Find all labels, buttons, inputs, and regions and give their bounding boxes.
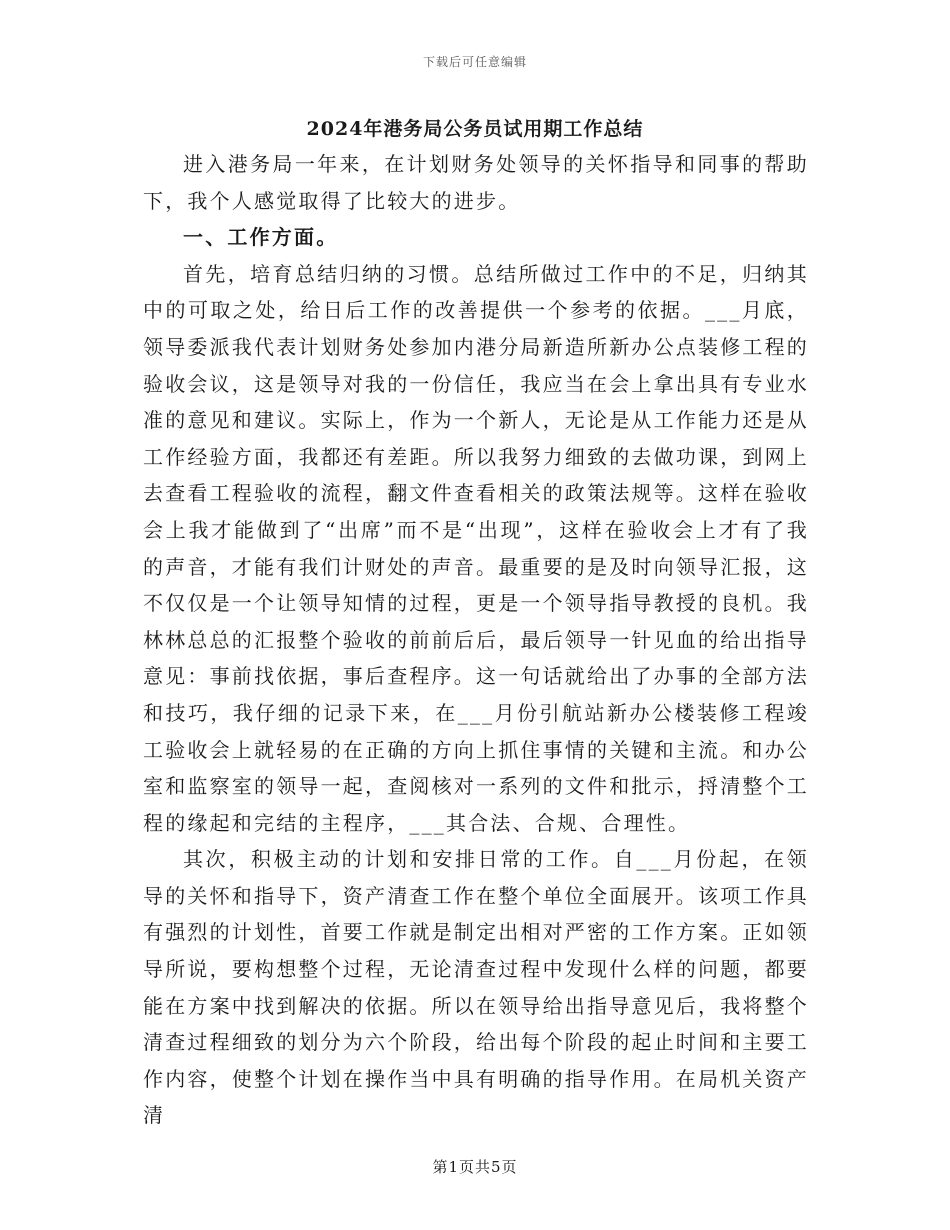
header-note: 下载后可任意编辑: [422, 55, 527, 69]
paragraph-first: 首先，培育总结归纳的习惯。总结所做过工作中的不足，归纳其中的可取之处，给日后工作的改善提供一个参考的依据。___月底，领导委派我代表计划财务处参加内港分局新造所新办公点装修工程的验收会议，这是领导对我的一份信任，我应当在会上拿出具有专业水准的意见和建议。实际上，作为一个新人，无论是从工作能力还是从工作经验方面，我都还有差距。所以我努力细致的去做功课，到网上去查看工程验收的流程，翻文件查看相关的政策法规等。这样在验收会上我才能做到了“出席”而不是“出现”，这样在验收会上才有了我的声音，才能有我们计财处的声音。最重要的是及时向领导汇报，这不仅仅是一个让领导知情的过程，更是一个领导指导教授的良机。我林林总总的汇报整个验收的前前后后，最后领导一针见血的给出指导意见：事前找依据，事后查程序。这一句话就给出了办事的全部方法和技巧，我仔细的记录下来，在___月份引航站新办公楼装修工程竣工验收会上就轻易的在正确的方向上抓住事情的关键和主流。和办公室和监察室的领导一起，查阅核对一系列的文件和批示，捋清整个工程的缘起和完结的主程序，___其合法、合规、合理性。: [143, 261, 809, 835]
paragraph-second: 其次，积极主动的计划和安排日常的工作。自___月份起，在领导的关怀和指导下，资产清查工作在整个单位全面展开。该项工作具有强烈的计划性，首要工作就是制定出相对严密的工作方案。正如领导所说，要构想整个过程，无论清查过程中发现什么样的问题，都要能在方案中找到解决的依据。所以在领导给出指导意见后，我将整个清查过程细致的划分为六个阶段，给出每个阶段的起止时间和主要工作内容，使整个计划在操作当中具有明确的指导作用。在局机关资产清: [143, 847, 809, 1128]
page-indicator: 第1页共5页: [432, 1158, 518, 1176]
document-title: 2024年港务局公务员试用期工作总结: [306, 118, 644, 140]
section-heading-work: 一、工作方面。: [183, 225, 339, 250]
paragraph-intro: 进入港务局一年来，在计划财务处领导的关怀指导和同事的帮助下，我个人感觉取得了比较大的进步。: [143, 152, 809, 213]
document-body: [143, 146, 809, 1134]
